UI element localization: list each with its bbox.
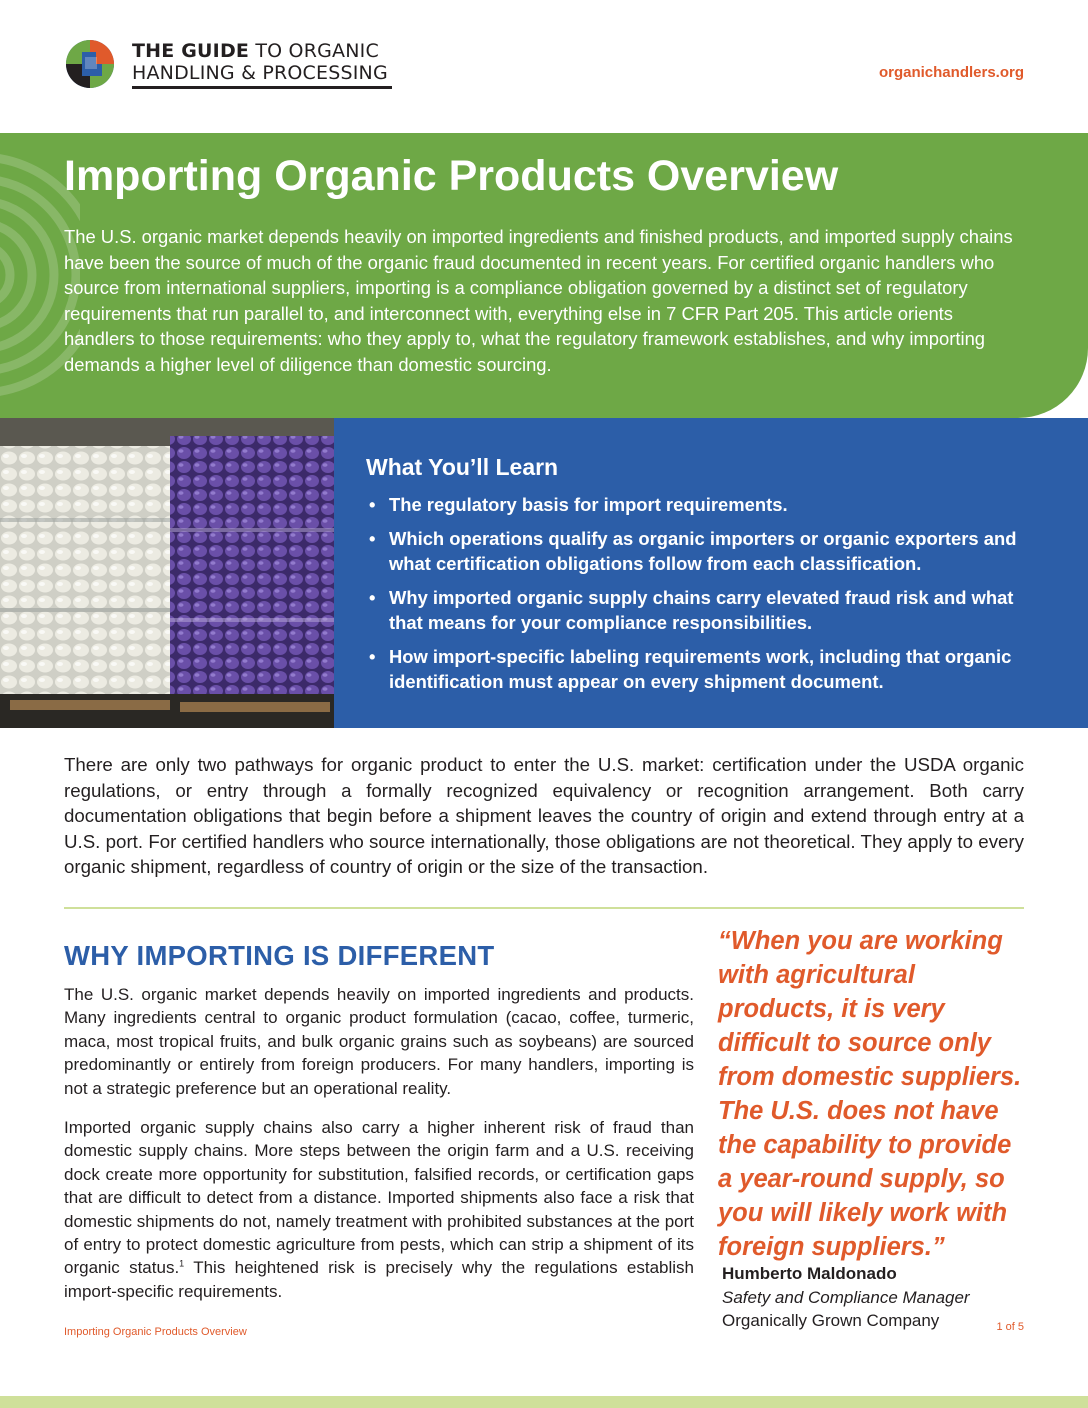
section-paragraph-2-part-b: This heightened risk is precisely why the regulations establish import-specific requirements. [64,1258,695,1301]
learn-item [366,644,1026,695]
footer-bar [0,1396,1088,1408]
logo-wordmark [132,40,388,84]
learn-item-text: Why imported organic supply chains carry elevated fraud risk and what that means for your compliance responsibilities. [389,586,1014,633]
bullet-icon: • [369,645,376,667]
logo-underline [132,86,392,89]
learn-item [366,585,1026,636]
bullet-icon: • [369,527,376,549]
learn-item [366,526,1026,577]
quote-attribution-name: Humberto Maldonado [722,1264,897,1283]
learn-item [366,492,1026,518]
logo-line1-bold: THE GUIDE [132,40,250,62]
page-number: 1 of 5 [996,1321,1024,1333]
bullet-icon: • [369,494,376,515]
site-url-link[interactable]: organichandlers.org [878,64,1024,81]
bullet-icon: • [369,586,376,608]
quote-attribution-org: Organically Grown Company [722,1311,940,1330]
learn-item-text: How import-specific labeling requirements work, including that organic identification must appear on every shipment document. [389,645,1012,692]
learn-item-text: Which operations qualify as organic importers or organic exporters and what certification obligations follow from each classification. [389,527,1017,574]
section-paragraph-2 [64,1116,694,1303]
section-title: WHY IMPORTING IS DIFFERENT [64,940,495,971]
quote-attribution-role: Safety and Compliance Manager [722,1288,970,1307]
page-title: Importing Organic Products Overview [64,152,839,200]
lead-paragraph: There are only two pathways for organic product to enter the U.S. market: certification under the USDA organic regulations, or entry through a formally recognized equivalency or recognition arrangement. Both carry documentation obligations that begin before a shipment leaves the country of origin and extend through entry at a U.S. port. For certified handlers who source internationally, those obligations are not theoretical. They apply to every organic shipment, regardless of country of origin or the size of the transaction. [64,754,1024,877]
learn-item-text: The regulatory basis for import requirements. [389,494,788,515]
pull-quote: “When you are working with agricultural products, it is very difficult to source only from domestic suppliers. The U.S. does not have the capability to provide a year-round supply, so you will likely work with foreign suppliers.” [718,927,1022,1261]
section-divider [64,907,1024,909]
produce-pallets-photo [0,418,334,728]
section-paragraph-2-part-a: Imported organic supply chains also carry a higher inherent risk of fraud than domestic supply chains. More steps between the origin farm and a U.S. receiving dock create more opportunity for substitution, falsified records, or certification gaps that are difficult to detect from a distance. Imported shipments also face a risk that domestic shipments do not, namely treatment with prohibited substances at the port of entry to protect domestic agriculture from pests, which can strip a shipment of its organic status. [64,1118,694,1278]
learn-list [366,492,1026,703]
organic-handlers-logo-icon [64,38,128,90]
logo-line2: HANDLING & PROCESSING [132,62,388,84]
learn-title: What You’ll Learn [366,454,559,480]
intro-paragraph: The U.S. organic market depends heavily on imported ingredients and finished products, and imported supply chains have been the source of much of the organic fraud documented in recent years. For certified organic handlers who source from international suppliers, importing is a compliance obligation governed by a distinct set of regulatory requirements that run parallel to, and interconnect with, everything else in 7 CFR Part 205. This article orients handlers to those requirements: who they apply to, what the regulatory framework establishes, and why importing demands a higher level of diligence than domestic sourcing. [64,226,1013,375]
footnote-marker[interactable]: 1 [179,1258,185,1269]
footer-title: Importing Organic Products Overview [64,1326,247,1338]
section-paragraph-1: The U.S. organic market depends heavily on imported ingredients and products. Many ingredients central to organic product formulation (cacao, coffee, turmeric, maca, most tropical fruits, and bulk organic grains such as soybeans) are sourced predominantly or entirely from foreign producers. For many handlers, importing is not a strategic preference but an operational reality. [64,985,694,1098]
photo-illustration [0,418,334,728]
logo-line1-rest: TO ORGANIC [249,40,379,62]
